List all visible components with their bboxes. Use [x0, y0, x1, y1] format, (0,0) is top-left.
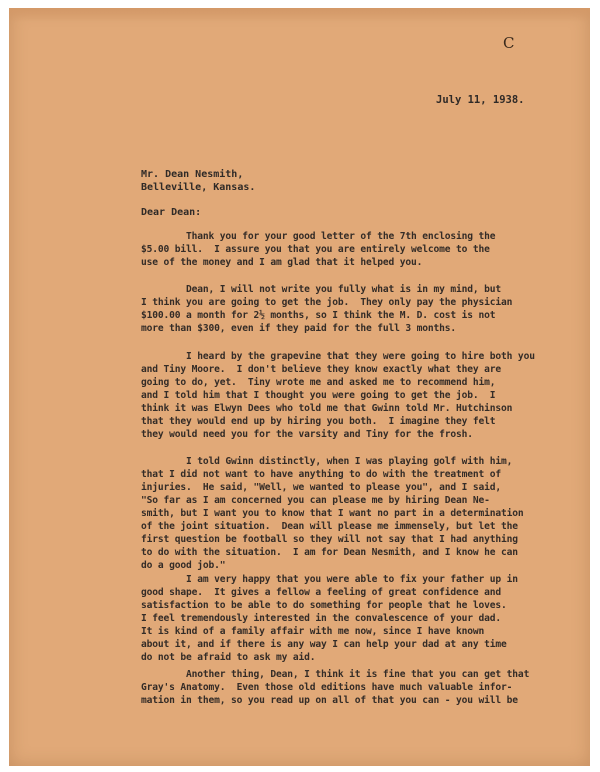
recipient-city: Belleville, Kansas. — [141, 182, 256, 193]
paragraph-6: Another thing, Dean, I think it is fine that you can get that Gray's Anatomy. Even those old editions have much valuable infor- mation in them, so you read up on all of that you can - you will be — [141, 669, 530, 706]
paper-edge — [9, 8, 590, 22]
paragraph-4: I told Gwinn distinctly, when I was playing golf with him, that I did not want to have anything to do with the treatment of injuries. He said, "Well, we wanted to please you", and I said, "So far as I am concerned you can please me by hiring Dean Ne- smith, but I want you to know that I want no part in a determination of the joint situation. Dean will please me immensely, but let the first question be football so they will not say that I had anything to do with the situation. I am for Dean Nesmith, and I know he can do a good job." — [141, 456, 524, 571]
salutation: Dear Dean: — [141, 207, 202, 218]
paragraph-2: Dean, I will not write you fully what is in my mind, but I think you are going to get the job. They only pay the physician $100.00 a month for 2½ months, so I think the M. D. cost is not more than $300, even if they paid for the full 3 months. — [141, 284, 513, 334]
letter-date: July 11, 1938. — [436, 94, 525, 106]
recipient-name: Mr. Dean Nesmith, — [141, 169, 244, 180]
paragraph-3: I heard by the grapevine that they were going to hire both you and Tiny Moore. I don't believe they know exactly what they are going to do, yet. Tiny wrote me and asked me to recommend him, and I told him that I thought you were going to get the job. I think it was Elwyn Dees who told me that Gwinn told Mr. Hutchinson that they would end up by hiring you both. I imagine they felt they would need you for the varsity and Tiny for the frosh. — [141, 351, 535, 440]
handwritten-mark: C — [503, 34, 515, 52]
paragraph-1: Thank you for your good letter of the 7th enclosing the $5.00 bill. I assure you that you are entirely welcome to the use of the money and I am glad that it helped you. — [141, 231, 496, 268]
paragraph-5: I am very happy that you were able to fix your father up in good shape. It gives a fellow a feeling of great confidence and satisfaction to be able to do something for people that he loves. I feel tremendously interested in the convalescence of your dad. It is kind of a family affair with me now, since I have known about it, and if there is any way I can help your dad at any time do not be afraid to ask my aid. — [141, 574, 518, 663]
recipient-address — [141, 168, 255, 194]
